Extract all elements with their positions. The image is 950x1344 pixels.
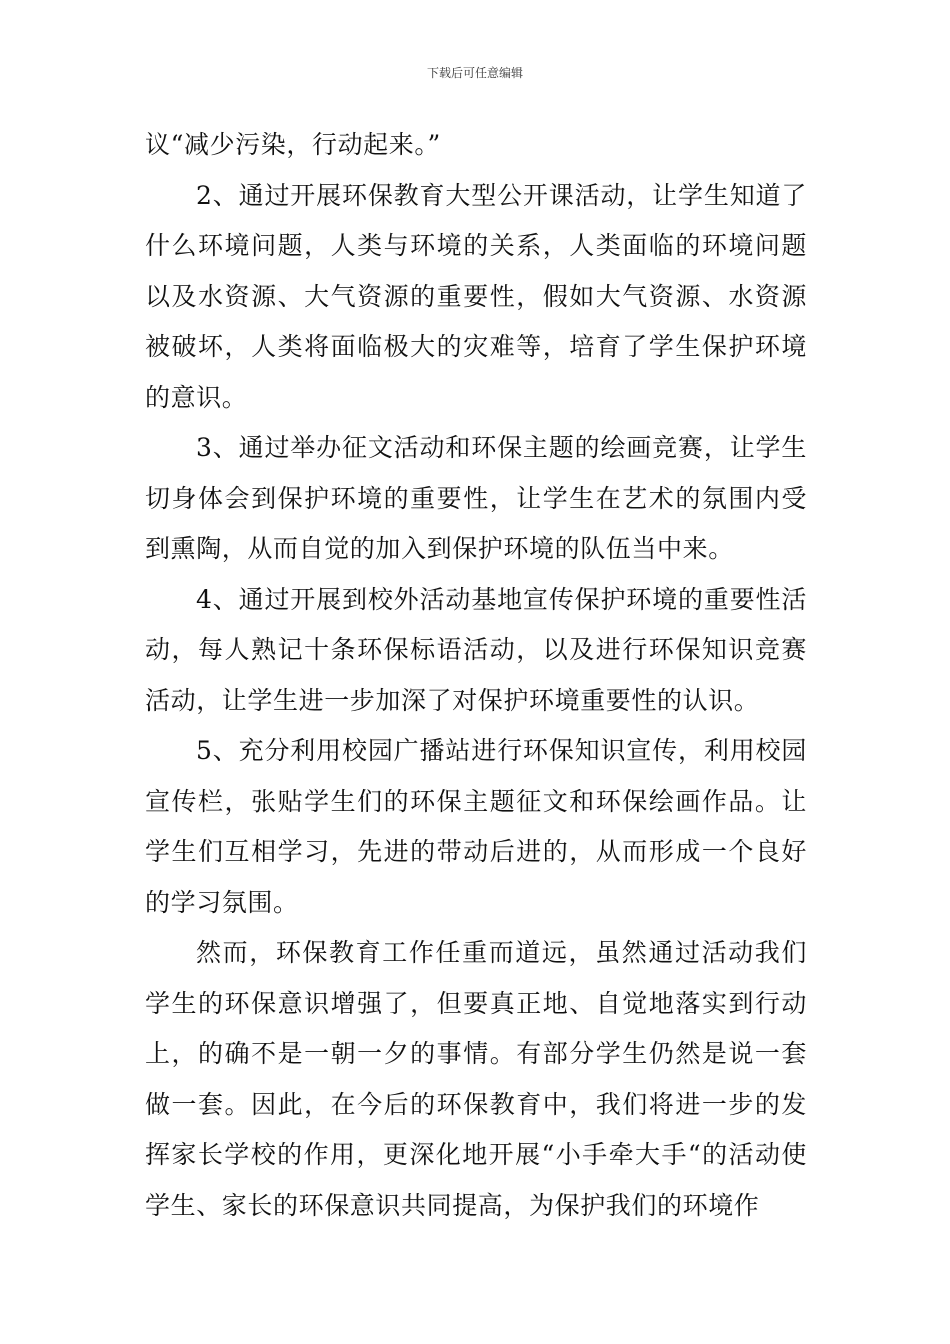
paragraph-conclusion: 然而，环保教育工作任重而道远，虽然通过活动我们学生的环保意识增强了，但要真正地、自觉地落实到行动上，的确不是一朝一夕的事情。有部分学生仍然是说一套做一套。因此，在今后的环保教育中，我们将进一步的发挥家长学校的作用，更深化地开展“小手牵大手“的活动使学生、家长的环保意识共同提高，为保护我们的环境作 (145, 938, 807, 1220)
paragraph-item-2: 2、通过开展环保教育大型公开课活动，让学生知道了什么环境问题，人类与环境的关系，人类面临的环境问题以及水资源、大气资源的重要性，假如大气资源、水资源被破坏，人类将面临极大的灾难等，培育了学生保护环境的意识。 (145, 180, 807, 412)
paragraph-item-4: 4、通过开展到校外活动基地宣传保护环境的重要性活动，每人熟记十条环保标语活动，以及进行环保知识竞赛活动，让学生进一步加深了对保护环境重要性的认识。 (145, 584, 807, 715)
document-body (145, 120, 807, 1231)
paragraph-item-5: 5、充分利用校园广播站进行环保知识宣传，利用校园宣传栏，张贴学生们的环保主题征文和环保绘画作品。让学生们互相学习，先进的带动后进的，从而形成一个良好的学习氛围。 (145, 736, 807, 917)
paragraph-continuation: 议“减少污染，行动起来。” (145, 130, 441, 159)
page-header-note: 下载后可任意编辑 (426, 66, 523, 80)
paragraph-item-3: 3、通过举办征文活动和环保主题的绘画竞赛，让学生切身体会到保护环境的重要性，让学生在艺术的氛围内受到熏陶，从而自觉的加入到保护环境的队伍当中来。 (145, 433, 807, 563)
